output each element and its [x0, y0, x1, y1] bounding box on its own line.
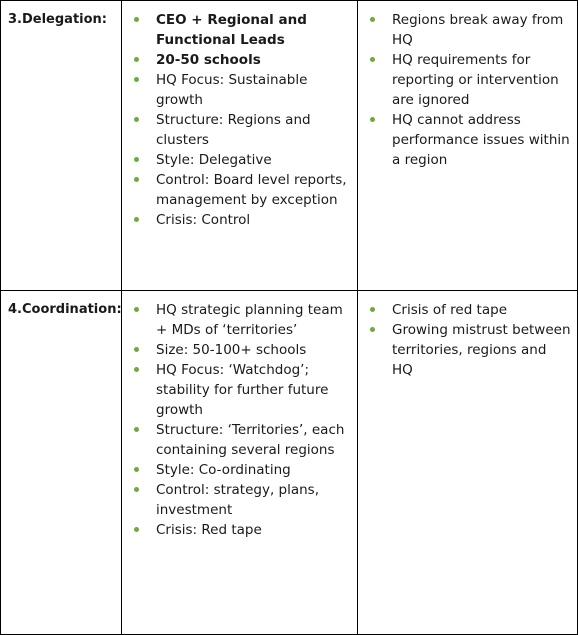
characteristics-cell — [122, 1, 358, 291]
bullet-dot-icon — [134, 307, 139, 312]
phase-label: 3.Delegation: — [8, 12, 107, 27]
list-item-text: Crisis: Control — [156, 212, 251, 228]
list-item-text: HQ Focus: Sustainable growth — [156, 72, 308, 108]
bullet-dot-icon — [134, 177, 139, 182]
list-item-text: 20-50 schools — [156, 52, 261, 68]
list-item-text: Growing mistrust between territories, regions and HQ — [392, 322, 571, 378]
table-row-delegation — [1, 1, 578, 291]
phase-label-cell — [1, 291, 122, 635]
list-item-text: CEO + Regional and Functional Leads — [156, 12, 307, 48]
bullet-dot-icon — [134, 487, 139, 492]
list-item-text: Crisis of red tape — [392, 302, 508, 318]
bullet-dot-icon — [134, 527, 139, 532]
list-item-text: HQ cannot address performance issues within a region — [392, 112, 570, 168]
list-item-text: Control: Board level reports, management by exception — [156, 172, 347, 208]
list-item — [358, 10, 571, 50]
risks-cell — [358, 291, 578, 635]
list-item — [122, 110, 351, 150]
list-item-text: HQ strategic planning team + MDs of ‘territories’ — [156, 302, 343, 338]
characteristics-cell — [122, 291, 358, 635]
list-item — [122, 360, 351, 420]
phase-label: 4.Coordination: — [8, 302, 122, 317]
risks-cell — [358, 1, 578, 291]
list-item — [122, 70, 351, 110]
list-item — [122, 210, 351, 230]
list-item — [122, 170, 351, 210]
list-item — [122, 420, 351, 460]
list-item-text: Style: Co-ordinating — [156, 462, 291, 478]
list-item — [122, 480, 351, 520]
list-item — [122, 300, 351, 340]
bullet-dot-icon — [134, 367, 139, 372]
table-row-coordination — [1, 291, 578, 635]
bullet-dot-icon — [134, 117, 139, 122]
list-item — [122, 50, 351, 70]
risks-list — [358, 291, 577, 380]
bullet-dot-icon — [134, 17, 139, 22]
bullet-dot-icon — [134, 217, 139, 222]
bullet-dot-icon — [134, 77, 139, 82]
list-item-text: Structure: ‘Territories’, each containing several regions — [156, 422, 345, 458]
list-item-text: Regions break away from HQ — [392, 12, 564, 48]
bullet-dot-icon — [134, 467, 139, 472]
list-item-text: Size: 50-100+ schools — [156, 342, 307, 358]
list-item-text: HQ Focus: ‘Watchdog’; stability for further future growth — [156, 362, 329, 418]
list-item — [358, 110, 571, 170]
bullet-dot-icon — [134, 347, 139, 352]
list-item-text: HQ requirements for reporting or intervention are ignored — [392, 52, 559, 108]
list-item — [358, 320, 571, 380]
characteristics-list — [122, 1, 357, 230]
list-item — [358, 300, 571, 320]
list-item — [122, 520, 351, 540]
list-item — [122, 460, 351, 480]
risks-list — [358, 1, 577, 170]
list-item-text: Crisis: Red tape — [156, 522, 262, 538]
list-item-text: Structure: Regions and clusters — [156, 112, 311, 148]
bullet-dot-icon — [134, 427, 139, 432]
bullet-dot-icon — [370, 307, 375, 312]
bullet-dot-icon — [370, 117, 375, 122]
phase-label-cell — [1, 1, 122, 291]
list-item — [122, 10, 351, 50]
list-item-text: Style: Delegative — [156, 152, 272, 168]
bullet-dot-icon — [134, 157, 139, 162]
bullet-dot-icon — [370, 17, 375, 22]
list-item-text: Control: strategy, plans, investment — [156, 482, 320, 518]
list-item — [122, 150, 351, 170]
bullet-dot-icon — [134, 57, 139, 62]
bullet-dot-icon — [370, 57, 375, 62]
list-item — [122, 340, 351, 360]
characteristics-list — [122, 291, 357, 540]
list-item — [358, 50, 571, 110]
bullet-dot-icon — [370, 327, 375, 332]
